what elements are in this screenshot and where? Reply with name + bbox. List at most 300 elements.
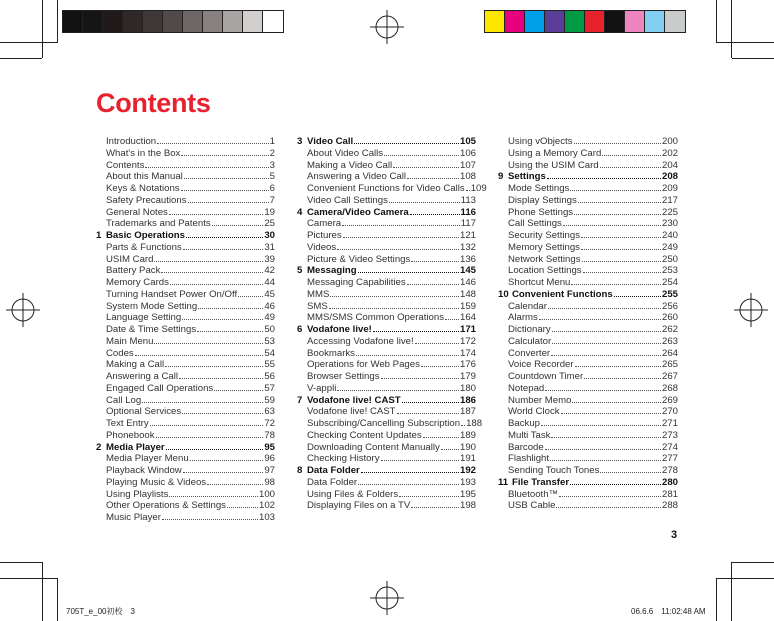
toc-entry[interactable] bbox=[498, 406, 678, 418]
toc-entry[interactable] bbox=[96, 301, 275, 313]
dot-leader bbox=[393, 167, 459, 168]
toc-page-number: 280 bbox=[661, 476, 678, 488]
registration-mark-top bbox=[370, 10, 404, 44]
dot-leader bbox=[150, 425, 264, 426]
dot-leader bbox=[154, 343, 263, 344]
toc-entry[interactable] bbox=[96, 512, 275, 524]
toc-label: Multi Task bbox=[508, 429, 551, 441]
toc-section-heading[interactable] bbox=[96, 442, 275, 454]
toc-label: Phone Settings bbox=[508, 206, 574, 218]
toc-entry[interactable] bbox=[498, 242, 678, 254]
toc-label: Text Entry bbox=[106, 418, 149, 429]
toc-label: Converter bbox=[508, 347, 551, 359]
toc-entry[interactable] bbox=[96, 383, 275, 395]
toc-entry[interactable] bbox=[498, 195, 678, 207]
toc-entry[interactable] bbox=[297, 160, 476, 172]
toc-page-number: 253 bbox=[661, 265, 678, 277]
toc-label: SMS bbox=[307, 300, 328, 312]
toc-page-number: 54 bbox=[264, 347, 275, 359]
toc-page-number: 98 bbox=[264, 476, 275, 488]
toc-entry[interactable] bbox=[498, 324, 678, 336]
toc-label: Playing Music & Videos bbox=[106, 476, 207, 488]
toc-page-number: 193 bbox=[459, 476, 476, 488]
dot-leader bbox=[238, 296, 263, 297]
color-swatch bbox=[605, 11, 625, 32]
toc-entry[interactable] bbox=[498, 230, 678, 242]
toc-page-number: 188 bbox=[466, 418, 483, 429]
dot-leader bbox=[361, 472, 459, 473]
toc-page-number: 267 bbox=[661, 371, 678, 382]
toc-page-number: 50 bbox=[264, 324, 275, 335]
toc-label: Using vObjects bbox=[508, 136, 573, 147]
toc-entry[interactable] bbox=[498, 371, 678, 383]
toc-entry[interactable] bbox=[498, 160, 678, 172]
toc-label: Calculator bbox=[508, 335, 552, 347]
toc-entry[interactable] bbox=[96, 418, 275, 430]
toc-page-number: 19 bbox=[264, 206, 275, 218]
toc-entry[interactable] bbox=[498, 254, 678, 266]
toc-page-number: 263 bbox=[661, 335, 678, 347]
toc-entry[interactable] bbox=[297, 336, 476, 348]
toc-label: Messaging Capabilities bbox=[307, 277, 406, 288]
toc-page-number: 145 bbox=[459, 265, 476, 277]
toc-entry[interactable] bbox=[96, 312, 275, 324]
dot-leader bbox=[214, 390, 263, 391]
dot-leader bbox=[547, 178, 661, 179]
toc-label: Picture & Video Settings bbox=[307, 253, 411, 265]
toc-label: Mode Settings bbox=[508, 183, 570, 194]
toc-entry[interactable] bbox=[297, 183, 487, 195]
toc-label: Messaging bbox=[307, 265, 357, 277]
toc-page-number: 260 bbox=[661, 312, 678, 324]
toc-entry[interactable] bbox=[96, 183, 275, 195]
section-number: 6 bbox=[297, 324, 303, 335]
toc-entry[interactable] bbox=[498, 395, 678, 407]
gray-swatch-strip bbox=[62, 10, 284, 33]
toc-label: Display Settings bbox=[508, 194, 577, 206]
dot-leader bbox=[381, 460, 459, 461]
toc-entry[interactable] bbox=[96, 336, 275, 348]
toc-entry[interactable] bbox=[297, 359, 476, 371]
toc-label: Media Player bbox=[106, 441, 165, 453]
dot-leader bbox=[188, 202, 269, 203]
toc-label: Answering a Video Call bbox=[307, 171, 407, 183]
dot-leader bbox=[407, 178, 459, 179]
toc-label: Date & Time Settings bbox=[106, 324, 197, 335]
color-swatch bbox=[183, 11, 203, 32]
toc-entry[interactable] bbox=[96, 195, 275, 207]
toc-section-heading[interactable] bbox=[297, 265, 476, 277]
toc-page-number: 25 bbox=[264, 218, 275, 230]
color-swatch bbox=[525, 11, 545, 32]
dot-leader bbox=[389, 202, 460, 203]
toc-label: USB Cable bbox=[508, 500, 556, 512]
toc-section-heading[interactable] bbox=[498, 477, 678, 489]
toc-entry[interactable] bbox=[297, 301, 476, 313]
toc-entry[interactable] bbox=[297, 230, 476, 242]
dot-leader bbox=[342, 225, 460, 226]
toc-entry[interactable] bbox=[96, 207, 275, 219]
toc-label: Vodafone live! CAST bbox=[307, 394, 401, 406]
toc-label: Browser Settings bbox=[307, 371, 380, 382]
toc-page-number: 288 bbox=[661, 500, 678, 512]
toc-section-heading[interactable] bbox=[297, 136, 476, 148]
toc-entry[interactable] bbox=[498, 136, 678, 148]
toc-section-heading[interactable] bbox=[297, 324, 476, 336]
toc-entry[interactable] bbox=[498, 500, 678, 512]
toc-page-number: 103 bbox=[258, 512, 275, 523]
section-number: 1 bbox=[96, 230, 102, 241]
toc-entry[interactable] bbox=[297, 171, 476, 183]
toc-label: Keys & Notations bbox=[106, 183, 180, 194]
toc-page-number: 39 bbox=[264, 253, 275, 265]
toc-page-number: 174 bbox=[459, 347, 476, 359]
toc-label: Number Memo bbox=[508, 394, 572, 406]
toc-entry[interactable] bbox=[297, 242, 476, 254]
toc-label: Contents bbox=[106, 159, 145, 171]
dot-leader bbox=[358, 272, 459, 273]
toc-entry[interactable] bbox=[96, 395, 275, 407]
dot-leader bbox=[552, 343, 661, 344]
toc-entry[interactable] bbox=[96, 265, 275, 277]
section-number: 11 bbox=[498, 476, 509, 488]
section-number: 8 bbox=[297, 465, 303, 476]
toc-label: System Mode Setting bbox=[106, 300, 198, 312]
toc-page-number: 255 bbox=[661, 288, 678, 300]
toc-entry[interactable] bbox=[96, 430, 275, 442]
toc-label: Location Settings bbox=[508, 265, 582, 277]
color-swatch bbox=[263, 11, 283, 32]
dot-leader bbox=[212, 225, 264, 226]
toc-entry[interactable] bbox=[96, 371, 275, 383]
toc-label: Accessing Vodafone live! bbox=[307, 335, 414, 347]
dot-leader bbox=[373, 331, 459, 332]
toc-label: Safety Precautions bbox=[106, 194, 187, 206]
toc-section-heading[interactable] bbox=[498, 289, 678, 301]
toc-section-heading[interactable] bbox=[297, 465, 476, 477]
toc-entry[interactable] bbox=[96, 465, 275, 477]
dot-leader bbox=[561, 413, 661, 414]
toc-label: Phonebook bbox=[106, 429, 155, 441]
toc-entry[interactable] bbox=[498, 418, 678, 430]
toc-page-number: 30 bbox=[264, 230, 275, 241]
toc-entry[interactable] bbox=[498, 465, 678, 477]
toc-page-number: 217 bbox=[661, 194, 678, 206]
toc-label: Playback Window bbox=[106, 465, 182, 476]
dot-leader bbox=[600, 167, 661, 168]
dot-leader bbox=[166, 449, 264, 450]
toc-page-number: 107 bbox=[459, 159, 476, 171]
toc-entry[interactable] bbox=[498, 277, 678, 289]
dot-leader bbox=[572, 402, 661, 403]
toc-entry[interactable] bbox=[297, 430, 476, 442]
toc-entry[interactable] bbox=[297, 500, 476, 512]
toc-label: V-appli bbox=[307, 382, 337, 394]
dot-leader bbox=[186, 237, 263, 238]
section-number: 9 bbox=[498, 171, 504, 183]
toc-entry[interactable] bbox=[96, 348, 275, 360]
toc-entry[interactable] bbox=[297, 383, 476, 395]
toc-label: Calendar bbox=[508, 300, 547, 312]
toc-entry[interactable] bbox=[96, 406, 275, 418]
color-swatch bbox=[665, 11, 685, 32]
toc-label: Language Setting bbox=[106, 312, 182, 324]
toc-entry[interactable] bbox=[297, 406, 476, 418]
toc-entry[interactable] bbox=[96, 453, 275, 465]
toc-entry[interactable] bbox=[498, 383, 678, 395]
toc-label: Shortcut Menu bbox=[508, 277, 571, 288]
toc-entry[interactable] bbox=[96, 171, 275, 183]
toc-entry[interactable] bbox=[96, 277, 275, 289]
toc-label: Pictures bbox=[307, 230, 342, 241]
toc-label: Subscribing/Cancelling Subscription bbox=[307, 418, 461, 429]
toc-page-number: 132 bbox=[459, 241, 476, 253]
dot-leader bbox=[570, 484, 661, 485]
toc-label: Voice Recorder bbox=[508, 359, 574, 371]
section-number: 5 bbox=[297, 265, 303, 277]
dot-leader bbox=[571, 284, 661, 285]
toc-label: Security Settings bbox=[508, 230, 580, 241]
toc-page-number: 268 bbox=[661, 382, 678, 394]
toc-label: Data Folder bbox=[307, 476, 358, 488]
toc-label: Trademarks and Patents bbox=[106, 218, 211, 230]
toc-entry[interactable] bbox=[498, 430, 678, 442]
toc-entry[interactable] bbox=[96, 477, 275, 489]
dot-leader bbox=[207, 484, 263, 485]
dot-leader bbox=[545, 449, 661, 450]
dot-leader bbox=[343, 237, 459, 238]
dot-leader bbox=[556, 507, 661, 508]
toc-label: Data Folder bbox=[307, 465, 360, 476]
dot-leader bbox=[614, 296, 661, 297]
dot-leader bbox=[183, 472, 264, 473]
toc-section-heading[interactable] bbox=[498, 171, 678, 183]
toc-page-number: 78 bbox=[264, 429, 275, 441]
toc-page-number: 187 bbox=[459, 406, 476, 418]
toc-page-number: 256 bbox=[661, 300, 678, 312]
toc-entry[interactable] bbox=[96, 359, 275, 371]
toc-page-number: 249 bbox=[661, 241, 678, 253]
toc-entry[interactable] bbox=[297, 371, 476, 383]
toc-entry[interactable] bbox=[297, 477, 476, 489]
toc-entry[interactable] bbox=[96, 324, 275, 336]
toc-entry[interactable] bbox=[96, 160, 275, 172]
toc-entry[interactable] bbox=[96, 489, 275, 501]
toc-label: Bluetooth™ bbox=[508, 488, 559, 500]
toc-label: Making a Call bbox=[106, 359, 165, 371]
toc-page-number: 148 bbox=[459, 288, 476, 300]
dot-leader bbox=[548, 308, 661, 309]
toc-label: Video Call bbox=[307, 136, 354, 147]
toc-page-number: 271 bbox=[661, 418, 678, 429]
color-swatch bbox=[565, 11, 585, 32]
toc-page-number: 265 bbox=[661, 359, 678, 371]
section-number: 7 bbox=[297, 394, 303, 406]
toc-label: About this Manual bbox=[106, 171, 183, 183]
toc-entry[interactable] bbox=[498, 336, 678, 348]
toc-page-number: 250 bbox=[661, 253, 678, 265]
toc-label: Memory Cards bbox=[106, 277, 169, 288]
dot-leader bbox=[182, 319, 263, 320]
toc-page-number: 269 bbox=[661, 394, 678, 406]
toc-label: Notepad bbox=[508, 382, 545, 394]
dot-leader bbox=[545, 390, 661, 391]
toc-entry[interactable] bbox=[297, 453, 476, 465]
dot-leader bbox=[583, 272, 661, 273]
toc-section-heading[interactable] bbox=[96, 230, 275, 242]
toc-entry[interactable] bbox=[297, 218, 476, 230]
dot-leader bbox=[399, 496, 459, 497]
toc-page-number: 53 bbox=[264, 335, 275, 347]
dot-leader bbox=[407, 284, 459, 285]
toc-entry[interactable] bbox=[498, 359, 678, 371]
page-number: 3 bbox=[671, 529, 678, 541]
toc-page-number: 192 bbox=[459, 465, 476, 476]
toc-page-number: 72 bbox=[264, 418, 275, 429]
toc-label: Displaying Files on a TV bbox=[307, 500, 411, 512]
toc-label: Answering a Call bbox=[106, 371, 178, 382]
dot-leader bbox=[356, 355, 459, 356]
toc-entry[interactable] bbox=[297, 348, 476, 360]
toc-entry[interactable] bbox=[498, 218, 678, 230]
dot-leader bbox=[461, 425, 465, 426]
registration-mark-left bbox=[6, 293, 40, 327]
toc-page-number: 209 bbox=[661, 183, 678, 194]
toc-entry[interactable] bbox=[498, 453, 678, 465]
toc-page-number: 2 bbox=[269, 147, 275, 159]
toc-entry[interactable] bbox=[297, 442, 476, 454]
toc-label: File Transfer bbox=[512, 476, 570, 488]
toc-entry[interactable] bbox=[297, 277, 476, 289]
dot-leader bbox=[539, 319, 661, 320]
toc-page-number: 171 bbox=[459, 324, 476, 335]
dot-leader bbox=[183, 249, 264, 250]
toc-page-number: 106 bbox=[459, 147, 476, 159]
toc-entry[interactable] bbox=[498, 207, 678, 219]
toc-entry[interactable] bbox=[96, 254, 275, 266]
dot-leader bbox=[441, 449, 459, 450]
toc-page-number: 230 bbox=[661, 218, 678, 230]
toc-label: Using Files & Folders bbox=[307, 488, 399, 500]
toc-entry[interactable] bbox=[297, 289, 476, 301]
color-swatch bbox=[143, 11, 163, 32]
dot-leader bbox=[550, 460, 661, 461]
toc-entry[interactable] bbox=[297, 489, 476, 501]
toc-page-number: 191 bbox=[459, 453, 476, 465]
toc-page-number: 56 bbox=[264, 371, 275, 382]
toc-label: Video Call Settings bbox=[307, 194, 388, 206]
toc-page-number: 3 bbox=[269, 159, 275, 171]
toc-entry[interactable] bbox=[498, 348, 678, 360]
toc-entry[interactable] bbox=[96, 148, 275, 160]
section-number: 3 bbox=[297, 136, 303, 147]
toc-label: What's in the Box bbox=[106, 147, 181, 159]
toc-entry[interactable] bbox=[498, 312, 678, 324]
color-swatch bbox=[505, 11, 525, 32]
dot-leader bbox=[384, 155, 459, 156]
dot-leader bbox=[584, 378, 661, 379]
toc-entry[interactable] bbox=[498, 489, 678, 501]
dot-leader bbox=[161, 272, 263, 273]
dot-leader bbox=[156, 437, 264, 438]
toc-entry[interactable] bbox=[498, 183, 678, 195]
toc-entry[interactable] bbox=[297, 195, 476, 207]
toc-label: Using the USIM Card bbox=[508, 159, 599, 171]
toc-label: Call Settings bbox=[508, 218, 562, 230]
toc-page-number: 44 bbox=[264, 277, 275, 288]
dot-leader bbox=[581, 237, 661, 238]
color-swatch bbox=[485, 11, 505, 32]
toc-label: Bookmarks bbox=[307, 347, 355, 359]
dot-leader bbox=[421, 366, 459, 367]
toc-entry[interactable] bbox=[498, 148, 678, 160]
toc-entry[interactable] bbox=[498, 442, 678, 454]
toc-entry[interactable] bbox=[96, 218, 275, 230]
toc-label: World Clock bbox=[508, 406, 560, 418]
color-swatch-strip bbox=[484, 10, 686, 33]
toc-page-number: 97 bbox=[264, 465, 275, 476]
toc-section-heading[interactable] bbox=[297, 207, 476, 219]
toc-entry[interactable] bbox=[297, 148, 476, 160]
toc-label: Optional Services bbox=[106, 406, 182, 418]
footer-timestamp: 06.6.6 11:02:48 AM bbox=[631, 607, 706, 616]
toc-label: Operations for Web Pages bbox=[307, 359, 420, 371]
toc-label: Downloading Content Manually bbox=[307, 441, 440, 453]
toc-page-number: 262 bbox=[661, 324, 678, 335]
toc-entry[interactable] bbox=[297, 418, 483, 430]
dot-leader bbox=[570, 190, 661, 191]
color-swatch bbox=[103, 11, 123, 32]
toc-entry[interactable] bbox=[96, 136, 275, 148]
toc-entry[interactable] bbox=[96, 289, 275, 301]
toc-page-number: 96 bbox=[264, 453, 275, 465]
toc-page-number: 55 bbox=[264, 359, 275, 371]
dot-leader bbox=[445, 319, 459, 320]
color-swatch bbox=[645, 11, 665, 32]
dot-leader bbox=[184, 178, 269, 179]
toc-page-number: 274 bbox=[661, 441, 678, 453]
toc-label: Engaged Call Operations bbox=[106, 382, 214, 394]
color-swatch bbox=[223, 11, 243, 32]
page-title: Contents bbox=[96, 88, 211, 118]
toc-column-1 bbox=[96, 136, 275, 524]
toc-page-number: 200 bbox=[661, 136, 678, 147]
toc-label: Media Player Menu bbox=[106, 453, 189, 465]
toc-label: Other Operations & Settings bbox=[106, 500, 226, 512]
toc-label: Using Playlists bbox=[106, 488, 169, 500]
toc-entry[interactable] bbox=[498, 265, 678, 277]
dot-leader bbox=[582, 261, 661, 262]
toc-page-number: 136 bbox=[459, 253, 476, 265]
toc-entry[interactable] bbox=[498, 301, 678, 313]
toc-page-number: 105 bbox=[459, 136, 476, 147]
toc-entry[interactable] bbox=[96, 500, 275, 512]
toc-page-number: 195 bbox=[459, 488, 476, 500]
toc-page-number: 1 bbox=[269, 136, 275, 147]
toc-page-number: 100 bbox=[258, 488, 275, 500]
dot-leader bbox=[466, 190, 470, 191]
toc-label: Memory Settings bbox=[508, 241, 580, 253]
toc-page-number: 46 bbox=[264, 300, 275, 312]
dot-leader bbox=[354, 143, 459, 144]
toc-label: Camera/Video Camera bbox=[307, 206, 409, 218]
toc-label: Checking Content Updates bbox=[307, 429, 422, 441]
toc-entry[interactable] bbox=[297, 254, 476, 266]
toc-page-number: 42 bbox=[264, 265, 275, 277]
toc-section-heading[interactable] bbox=[297, 395, 476, 407]
toc-entry[interactable] bbox=[96, 242, 275, 254]
toc-entry[interactable] bbox=[297, 312, 476, 324]
